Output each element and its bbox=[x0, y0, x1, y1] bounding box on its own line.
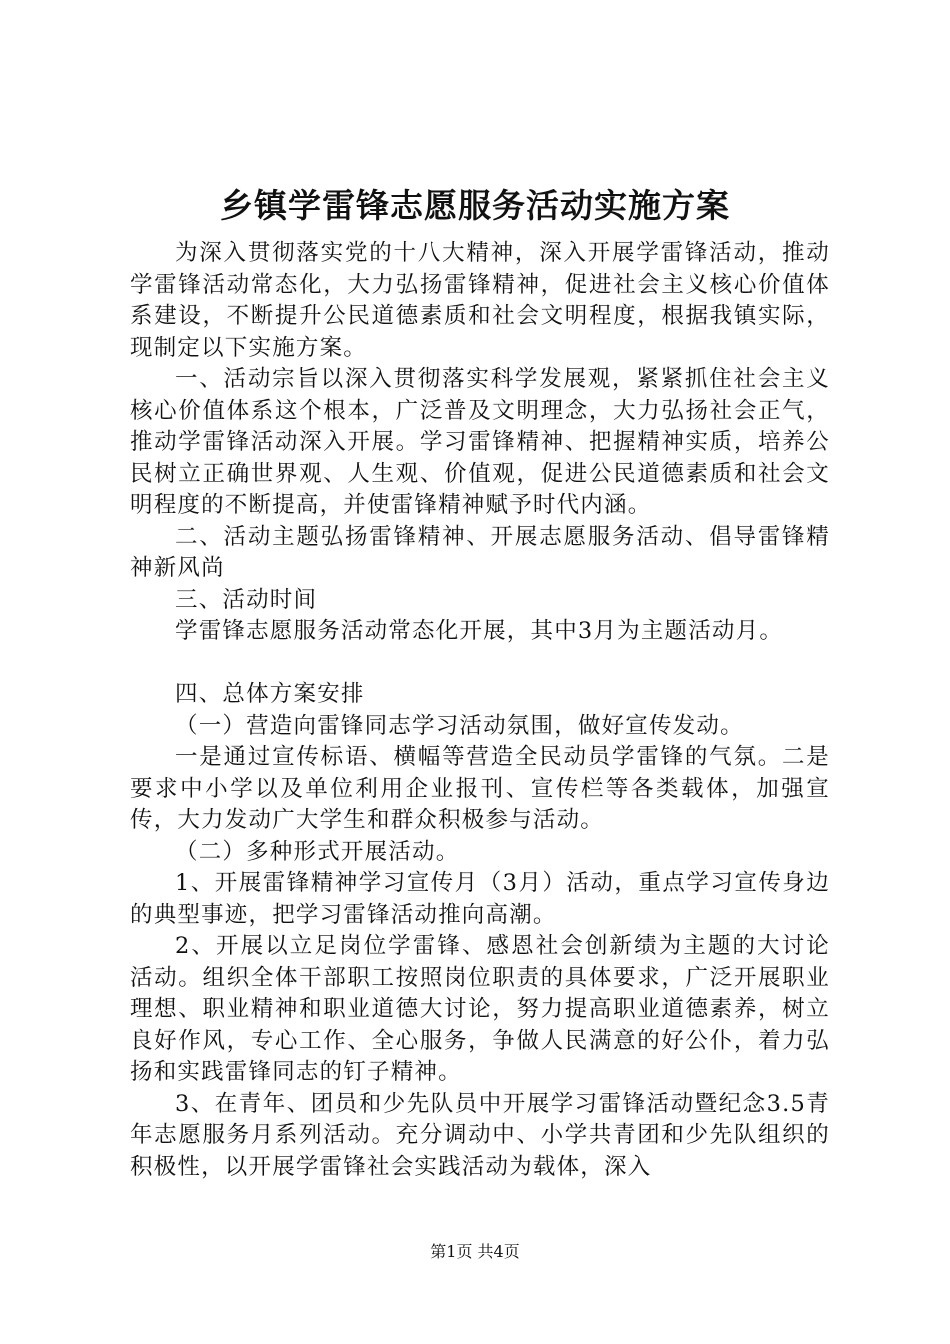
document-body bbox=[130, 238, 830, 1183]
blank-line bbox=[130, 648, 830, 680]
heading-section-3-time: 三、活动时间 bbox=[175, 586, 318, 613]
paragraph-item-2: 2、开展以立足岗位学雷锋、感恩社会创新绩为主题的大讨论活动。组织全体干部职工按照岗位职责的具体要求，广泛开展职业理想、职业精神和职业道德大讨论，努力提高职业道德素养，树立良好作风，专心工作、全心服务，争做人民满意的好公仆，着力弘扬和实践雷锋同志的钉子精神。 bbox=[130, 933, 830, 1085]
heading-section-4-arrangement: 四、总体方案安排 bbox=[175, 681, 365, 707]
paragraph-section-3-time: 学雷锋志愿服务活动常态化开展，其中3月为主题活动月。 bbox=[175, 618, 784, 644]
paragraph-item-3: 3、在青年、团员和少先队员中开展学习雷锋活动暨纪念3.5青年志愿服务月系列活动。充分调动中、小学共青团和少先队组织的积极性，以开展学雷锋社会实践活动为载体，深入 bbox=[130, 1090, 830, 1180]
paragraph-section-1-purpose: 一、活动宗旨以深入贯彻落实科学发展观，紧紧抓住社会主义核心价值体系这个根本，广泛普及文明理念，大力弘扬社会正气，推动学雷锋活动深入开展。学习雷锋精神、把握精神实质，培养公民树立正确世界观、人生观、价值观，促进公民道德素质和社会文明程度的不断提高，并使雷锋精神赋予时代内涵。 bbox=[130, 366, 830, 518]
paragraph-intro: 为深入贯彻落实党的十八大精神，深入开展学雷锋活动，推动学雷锋活动常态化，大力弘扬雷锋精神，促进社会主义核心价值体系建设，不断提升公民道德素质和社会文明程度，根据我镇实际，现制定以下实施方案。 bbox=[130, 240, 830, 361]
paragraph-item-1: 1、开展雷锋精神学习宣传月（3月）活动，重点学习宣传身边的典型事迹，把学习雷锋活动推向高潮。 bbox=[130, 870, 830, 928]
heading-subsection-1: （一）营造向雷锋同志学习活动氛围，做好宣传发动。 bbox=[175, 712, 744, 739]
document-title: 乡镇学雷锋志愿服务活动实施方案 bbox=[220, 186, 730, 225]
heading-subsection-2: （二）多种形式开展活动。 bbox=[175, 838, 460, 865]
paragraph-subsection-1: 一是通过宣传标语、横幅等营造全民动员学雷锋的气氛。二是要求中小学以及单位利用企业报刊、宣传栏等各类载体，加强宣传，大力发动广大学生和群众积极参与活动。 bbox=[130, 744, 830, 833]
paragraph-section-2-theme: 二、活动主题弘扬雷锋精神、开展志愿服务活动、倡导雷锋精神新风尚 bbox=[130, 523, 830, 581]
page-footer: 第1页 共4页 bbox=[430, 1242, 520, 1261]
